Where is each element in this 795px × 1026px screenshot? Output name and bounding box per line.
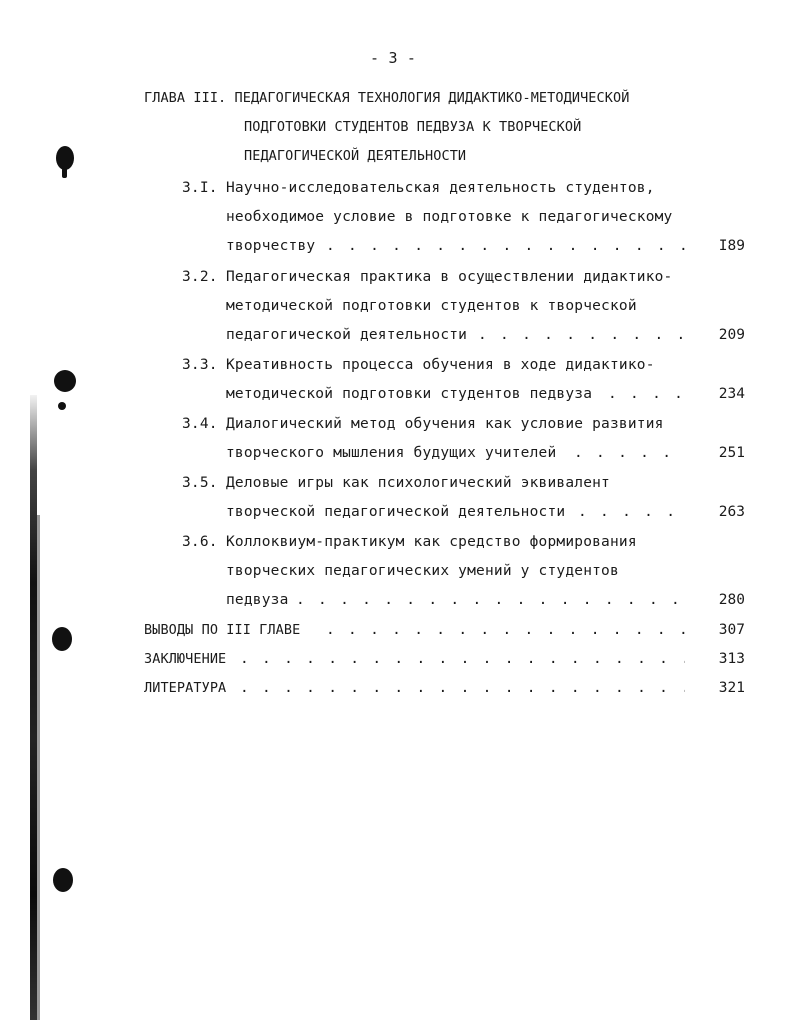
section-page: I89 bbox=[718, 238, 745, 254]
section-title-line: Научно-исследовательская деятельность студентов, bbox=[226, 180, 655, 196]
section-title-line: педагогической деятельности bbox=[226, 327, 468, 343]
section-title-line: методической подготовки студентов педвуза bbox=[226, 386, 593, 402]
section-number: 3.3. bbox=[182, 357, 218, 373]
leader-dots bbox=[240, 649, 685, 669]
section-number: 3.4. bbox=[182, 416, 218, 432]
section-title-line: педвуза bbox=[226, 592, 289, 608]
section-page: 263 bbox=[718, 504, 745, 520]
leader-dots bbox=[326, 620, 686, 640]
leader-dots bbox=[240, 678, 685, 698]
section-title-line: Педагогическая практика в осуществлении дидактико- bbox=[226, 269, 673, 285]
leader-dots bbox=[578, 502, 683, 522]
backmatter-title: ВЫВОДЫ ПО III ГЛАВЕ bbox=[144, 622, 301, 638]
binding-hole bbox=[62, 168, 67, 178]
section-title-line: творчеству bbox=[226, 238, 316, 254]
section-page: 234 bbox=[718, 386, 745, 402]
leader-dots bbox=[326, 236, 686, 256]
backmatter-title: ЛИТЕРАТУРА bbox=[144, 680, 227, 696]
backmatter-page: 307 bbox=[718, 622, 745, 638]
section-title-line: методической подготовки студентов к творческой bbox=[226, 298, 637, 314]
section-number: 3.6. bbox=[182, 534, 218, 550]
section-number: 3.I. bbox=[182, 180, 218, 196]
binding-hole bbox=[58, 402, 66, 410]
leader-dots bbox=[608, 384, 688, 404]
section-title-line: творческой педагогической деятельности bbox=[226, 504, 566, 520]
binding-hole bbox=[56, 146, 74, 170]
binding-strip bbox=[30, 395, 40, 1020]
binding-hole bbox=[53, 868, 73, 892]
section-title-line: необходимое условие в подготовке к педагогическому bbox=[226, 209, 673, 225]
section-title-line: Креативность процесса обучения в ходе дидактико- bbox=[226, 357, 655, 373]
chapter-heading-line-2: ПОДГОТОВКИ СТУДЕНТОВ ПЕДВУЗА К ТВОРЧЕСКОЙ bbox=[244, 119, 582, 135]
section-title-line: Деловые игры как психологический эквивалент bbox=[226, 475, 610, 491]
section-number: 3.2. bbox=[182, 269, 218, 285]
backmatter-page: 313 bbox=[718, 651, 745, 667]
binding-hole bbox=[52, 627, 72, 651]
section-title-line: Диалогический метод обучения как условие развития bbox=[226, 416, 664, 432]
backmatter-page: 321 bbox=[718, 680, 745, 696]
chapter-heading-line-1: ГЛАВА III. ПЕДАГОГИЧЕСКАЯ ТЕХНОЛОГИЯ ДИДАКТИКО-МЕТОДИЧЕСКОЙ bbox=[144, 90, 630, 106]
section-title-line: Коллоквиум-практикум как средство формирования bbox=[226, 534, 637, 550]
leader-dots bbox=[296, 590, 681, 610]
section-page: 280 bbox=[718, 592, 745, 608]
backmatter-title: ЗАКЛЮЧЕНИЕ bbox=[144, 651, 227, 667]
section-page: 209 bbox=[718, 327, 745, 343]
section-title-line: творческих педагогических умений у студентов bbox=[226, 563, 619, 579]
section-title-line: творческого мышления будущих учителей bbox=[226, 445, 557, 461]
page-number: - 3 - bbox=[370, 49, 417, 67]
leader-dots bbox=[478, 325, 683, 345]
section-number: 3.5. bbox=[182, 475, 218, 491]
binding-hole bbox=[54, 370, 76, 392]
chapter-heading-line-3: ПЕДАГОГИЧЕСКОЙ ДЕЯТЕЛЬНОСТИ bbox=[244, 148, 467, 164]
leader-dots bbox=[574, 443, 684, 463]
section-page: 251 bbox=[718, 445, 745, 461]
